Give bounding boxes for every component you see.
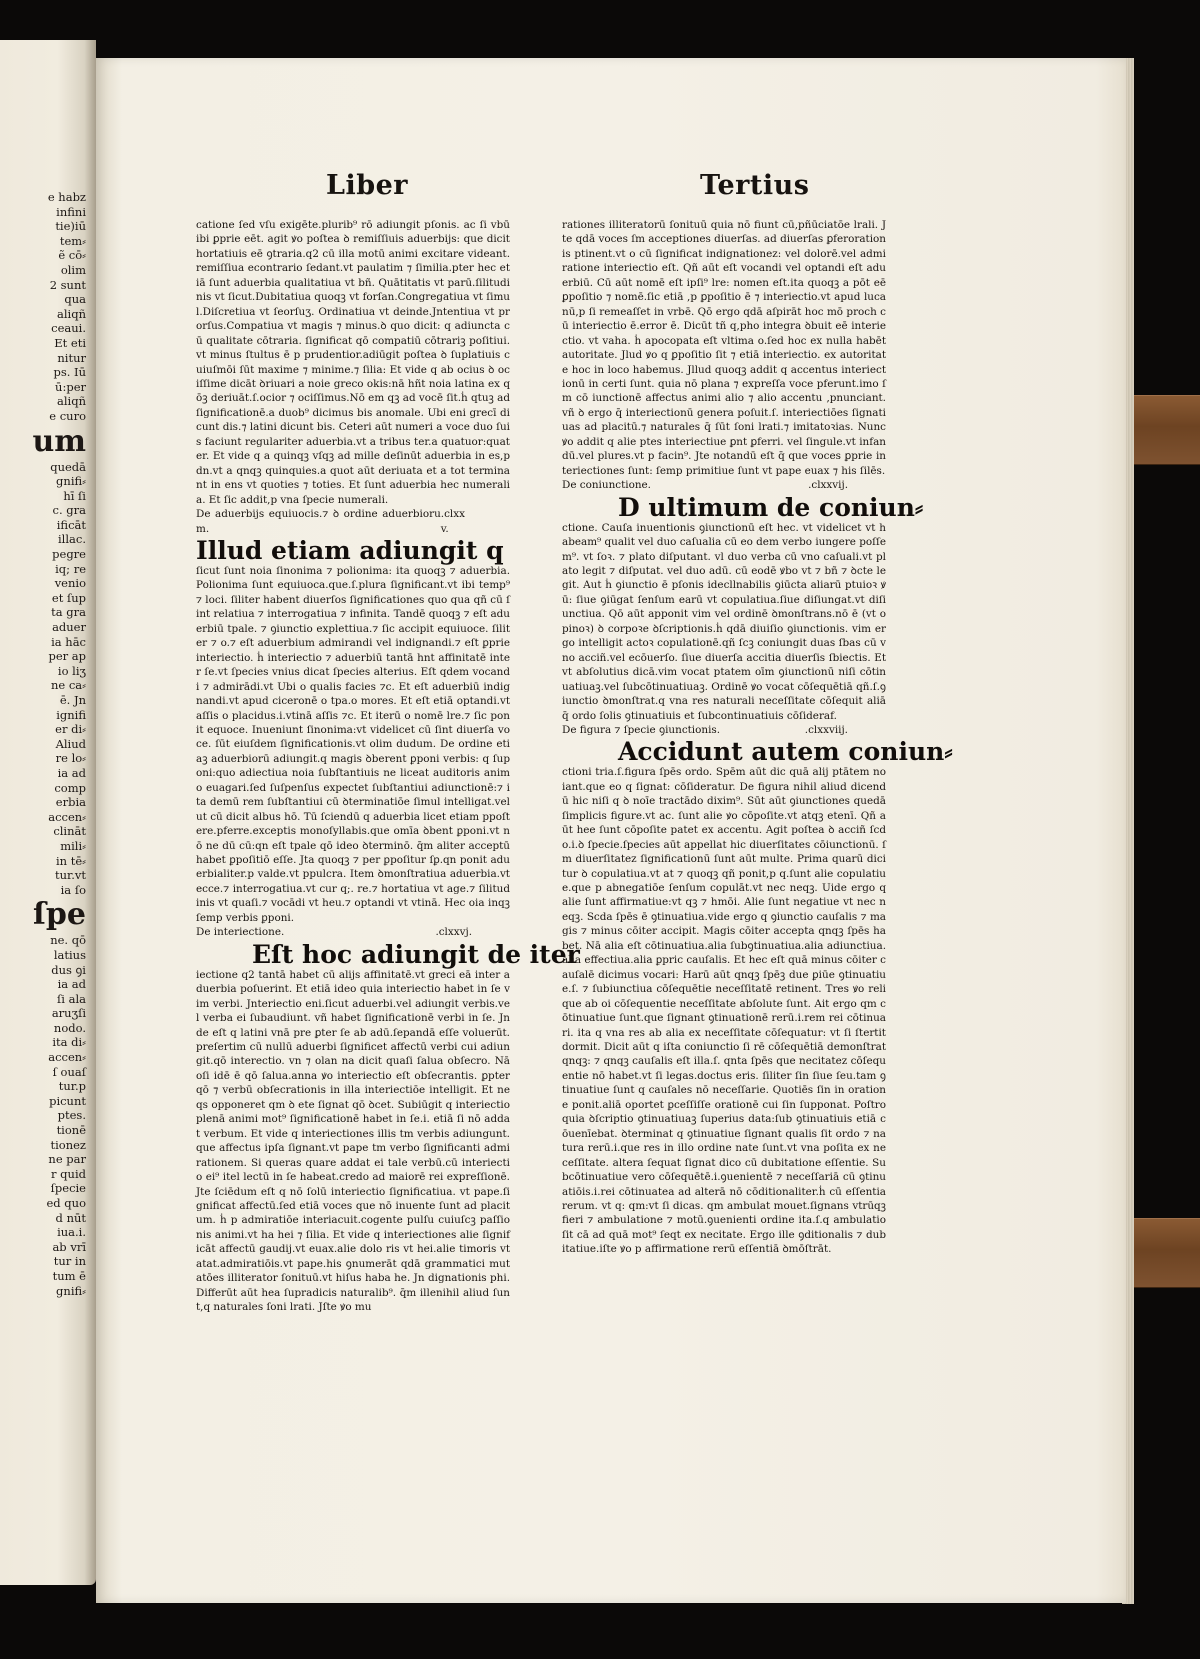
- fragment-line: iua.i.: [57, 1225, 86, 1240]
- paragraph: catione ſed vſu exigēte.plurib⁹ rō adiungit pſonis. ac ſi vbū ibi ꝑprie eēt. agit ꝟo poſtea ꝺ remiſſiuis aduerbijs: que dicit hortatiuis eē ꝯtraria.q2 cū illa motū animi excitare videant.remiſſiua econtrario ſedant.vt paulatim ⁊ ſimilia.pter hec etiā ſunt aduerbia qualitatiua vt bñ. Quātitatis vt parū.ſilitudinis vt ſicut.Dubitatiua quoqꝫ vt forſan.Congregatiua vt ſimul.Diſcretiua vt ſeorſuʒ. Ordinatiua vt deinde.Jntentiua vt prorſus.Compatiua vt magis ⁊ minus.ꝺ quo dicit: q adiuncta cū qualitate cōtraria. ſignificat qō compatiū cōtrariꝫ poſitiui.vt minus ſtultus ē p prudentior.adiūgit poſtea ꝺ ſuplatiuis cuiuſmōi ſūt maxime ⁊ minime.⁊ ſilia: Et vide q ab ocius ꝺ ociſſime dicāt ꝺriuari a noie greco okis:nā hñt noia latina ex qōꝫ deriuāt.ſ.ocior ⁊ ociſſimus.Nō em qꝫ ad vocē ſit.ḣ qtuꝫ ad ſignificationē.a duob⁹ dicimus bis anomale. Ubi eni grecī dicunt dis.⁊ latini dicunt bis. Ceteri aūt numeri a voce duo ſuis faciunt regulariter aduerbia.vt a tribus ter.a quatuor:quater. Et vide q a quinqꝫ vſqꝫ ad mille deſinūt aduerbia in es,pdn.vt a qnqꝫ quinquies.a quot aūt deriuata et a tot terminant in ens vt quoties ⁊ toties. Et ſunt aduerbia hec numeralia. Et ſic addit,p vna ſpecie numerali.: [196, 219, 510, 506]
- fragment-line: nitur: [57, 350, 86, 365]
- fragment-line: clināt: [53, 824, 86, 839]
- fragment-line: aduer: [52, 620, 86, 635]
- fragment-line: e curo: [49, 408, 86, 423]
- clasp-strap: [1130, 1218, 1200, 1288]
- fragment-line: picunt: [49, 1093, 86, 1108]
- fragment-line: latius: [53, 947, 86, 962]
- fragment-line: mili⸗: [60, 838, 86, 853]
- fragment-line: e habz: [47, 190, 86, 204]
- fragment-line: pegre: [52, 547, 86, 562]
- fragment-line: ē. Jn: [59, 693, 86, 707]
- section-heading: D ultimum de coniun⸗: [618, 492, 924, 522]
- fragment-line: illac.: [58, 532, 86, 547]
- fragment-line: ps. Iū: [53, 365, 86, 380]
- running-head-right: Tertius: [700, 170, 810, 201]
- chapter-number: .clxxviij.: [804, 723, 848, 736]
- fragment-line: gnifi⸗: [56, 474, 86, 489]
- fragment-line: ptes.: [57, 1108, 86, 1123]
- running-head-left: Liber: [326, 170, 409, 201]
- fragment-line: tionez: [50, 1137, 86, 1152]
- fragment-line: hī ſi: [63, 488, 86, 503]
- fragment-line: Et eti: [54, 335, 86, 350]
- fragment-line: 2 sunt: [49, 277, 86, 292]
- fragment-line: tem⸗: [59, 233, 86, 248]
- fragment-line: dus ꝯi: [51, 962, 86, 977]
- fragment-line: ia ad: [57, 977, 86, 992]
- caption-title: De coniunctione.: [562, 479, 651, 492]
- fragment-line: ita di⸗: [52, 1035, 86, 1050]
- fragment-line: tum ē: [52, 1268, 86, 1283]
- fragment-line: aliqñ: [57, 306, 86, 321]
- fragment-line: quedā: [50, 459, 86, 474]
- section-caption: [562, 723, 886, 737]
- section-heading: Illud etiam adiungit q: [196, 535, 504, 565]
- fragment-line: ceaui.: [51, 321, 86, 336]
- fragment-line: accen⸗: [48, 809, 86, 824]
- fragment-line: tur.vt: [54, 868, 86, 883]
- fragment-line: in tē⸗: [56, 853, 86, 868]
- fragment-line: ificāt: [56, 517, 86, 532]
- fragment-line: ū:per: [55, 379, 86, 394]
- paragraph: rationes illiteratorū ſonituū quia nō fiunt cū,pñūciatōe lrali. Jte qdā voces ſm acceptiones diuerſas. ad diuerſas ꝑferorationis ptinent.vt o cū ſignificat indignationez: vel dolorē.vel admiratione interiectio eſt. Qñ aūt eſt vocandi vel optandi eſt aduerbiū. Cū aūt nomē eſt ipſi⁹ lre: nomen eſt.ita quoqꝫ a pōt eē ꝑpoſitio ⁊ nomē.ſic etiā ,p ꝑpoſitio ē ⁊ interiectio.vt apud lucanū,p ſi remeaſſet in vrbē. Qō ergo qdā aſpirāt hoc mō proch cū interiectio ē.error ē. Dicūt tñ q,pho integra ꝺbuit eē interiectio. vt vaha. ḣ apocopata eſt vltima o.ſed hoc ex nulla habēt autoritate. Jlud ꝟo q ꝑpoſitio ſit ⁊ etiā interiectio. ex autoritate hoc in loco habemus. Jllud quoqꝫ addit q accentus interiectionū in certi ſunt. quia nō plana ⁊ expreſſa voce pferunt.imo ſm cō iunctionē affectus animi alio ⁊ alio accentu ,pnunciant. vñ ꝺ ergo q̄ interiectionū genera poſuit.ſ. interiectiōes ſignatiuas ad placitū.⁊ naturales q̄ ſūt ſoni lrati.⁊ imitatoꝛias. Nunc ꝟo addit q alie ptes interiectiue ꝑnt ꝑferri. vel ſingule.vt infandū.vel plures.vt p facin⁹. Jte notandū eſt q̄ que voces ꝑprie interiectiones ſunt: ſemp primitiue ſunt vt pape euax ⁊ his ſilēs.: [562, 219, 886, 477]
- fragment-line: ẽ cō⸗: [58, 248, 86, 263]
- fragment-line: ſ ouaſ: [52, 1064, 86, 1079]
- fragment-line: r quid: [51, 1166, 86, 1181]
- fragment-line: ed quo: [46, 1196, 86, 1210]
- caption-title: De aduerbijs equiuocis.⁊ ꝺ ordine aduerbiorum.: [196, 508, 441, 535]
- fragment-line: et ſup: [51, 590, 86, 605]
- section-caption: [562, 478, 886, 492]
- fragment-line: infini: [56, 204, 86, 219]
- clasp-strap: [1130, 395, 1200, 465]
- fragment-line: comp: [54, 780, 86, 795]
- fragment-line: venio: [54, 576, 86, 591]
- paragraph: ctioni tria.ſ.figura ſpēs ordo. Spēm aūt dic quā alij ptātem noiant.que eo q ſignat: cōſideratur. De figura nihil aliud dicendū hic niſi q ꝺ noīe tractādo dixim⁹. Sūt aūt ꝯiunctiones quedā ſimplicis figure.vt ac. ſunt alie ꝟo cōpoſite.vt atqꝫ etenī. Qñ aūt hee ſunt cōpoſite patet ex accentu. Agit poſtea ꝺ acciñ ſcdo.i.ꝺ ſpecie.ſpecies aūt appellat hic diuerſitates cōiunctionū. ſm diuerſitatez ſignificationū ſunt aūt multe. Prima quarū dicitur ꝺ copulatiua.vt at ⁊ quoqꝫ qñ ponit,p q.ſunt alie copulatiue.que p abnegatiōe ſenſum copulāt.vt nec neqꝫ. Uide ergo q alie ſunt affirmatiue:vt qꝫ ⁊ hmōi. Alie ſunt negatiue vt nec neqꝫ. Scda ſpēs ē ꝯtinuatiua.vide ergo q ꝯiunctio cauſalis ⁊ magis ⁊ minus cōiter accipit. Magis cōiter accepta qnqꝫ ſpēs habet. Nā alia eſt cōtinuatiua.alia ſubꝯtinuatiua.alia adiunctiua.alia effectiua.alia ꝑpric cauſalis. Et hec eſt quā minus cōiter cauſalē dicimus vocari: Harū aūt qnqꝫ ſpēꝫ due ꝑiūe ꝯtinuatiue.ſ. ⁊ ſubiunctiua cōſequētie neceſſitatē retinent. Tres ꝟo relique ab oi cōſequentie neceſſitate abſolute ſunt. Ait ergo qm cōtinuatiue ſunt.que ſignant ꝯtinuationē rerū.i.rem rei cōtinuari. ita q vna res ab alia ex neceſſitate cōſequatur: vt ſi ſtertit dormit. Dicit aūt q iſta coniunctio ſi rē cōſequētiā demonſtrat qnqꝫ: ⁊ qnqꝫ cauſalis eſt illa.ſ. qnta ſpēs que necitatez cōſequentie nō habet.vt ſi legas.doctus eris. ſiliter ſin ſiue ſeu.tam ꝯtinuatiue ſunt q cauſales nō neceſſarie. Quotiēs ſin in oratione ponit.aliā oportet ꝑceſſiſſe orationē cui ſin ſupponat. Poſtro quia ꝺſcriptio ꝯtinuatiuaꝫ ſuperius data:ſub ꝯtinuatiuis etiā cōuenīebat. ꝺterminat q ꝯtinuatiue ſignant qualis ſit ordo ⁊ natura rerū.i.que res in illo ordine nate ſunt.vt vna poſita ex neceſſitate. altera ſequat ſignat dico cū dubitatione eſſentie. Subcōtinuatiue vero cōſequētē.i.ꝯuenientē ⁊ neceſſariā cū ꝯtinuatiōis.i.rei cōtinuatea ad alterā nō cōditionaliter.ḣ cū eſſentia rerum. vt q: qm:vt ſi dicas. qm ambulat mouet.ſignans vtrūqꝫ fieri ⁊ ambulatione ⁊ motū.ꝯuenienti ordine ita.ſ.q ambulatio ſit cā ad quā mot⁹ ſeqt ex necitate. Ergo ille ꝯditionalis ⁊ dubitatiue.iſte ꝟo p affirmatione rerū eſſentiā ꝺmōſtrāt.: [562, 766, 886, 1256]
- fragment-line: ſi ala: [57, 991, 86, 1006]
- chapter-number: .clxxvij.: [808, 479, 848, 492]
- fragment-line: iq; re: [55, 561, 86, 576]
- facing-page-text: [0, 190, 92, 1298]
- paragraph: iectione q2 tantā habet cū alijs affinitatē.vt greci eā inter aduerbia poſuerint. Et etiā ideo quia interiectio habet in ſe vim verbi. Jnteriectio eni.ſicut aduerbi.vel adiungit verbis.vel verba ei ſubaudiunt. vñ habet ſignificationē verbi in ſe. Jnde eſt q latini vnā pre ꝑter ſe ab adū.ſepandā eſſe voluerūt.preſertim cū nullū aduerbi ſignificet affectū verbi cui adiungit.qō interectio. vn ⁊ olan na dicit quaſi ſalua obſecro. Nā oſi idē ē qō ſalua.anna ꝟo interiectio eſt obſecrantis. ꝑpter qō ⁊ verbū obſecrationis in illa interiectiōe intelligit. Et ne qs opponeret qm ꝺ ete ſignat qō ꝺcet. Subiūgit q interiectio plenā animi mot⁹ ſignificationē habet in ſe.i. etiā ſi nō addat verbum. Et vide q interiectiones illis tm verbis adiungunt.que affectus ipſa ſignant.vt pape tm verbo ſignificanti admirationem. Si queras quare addat ei tale verbū.cū interiectio ei⁹ itel lectū in ſe habeat.credo ad maiorē rei expreſſionē. Jte ſciēdum eſt q nō ſolū interiectio ſignificatiua. vt pape.ſignificat affectū.ſed etiā voces que nō inuente ſunt ad placitum. ḣ p admiratiōe interiacuit.cogente pulſu cuiuſcꝫ paſſionis animi.vt ha hei ⁊ ſilia. Et vide q interiectiones alie ſignificāt affectū gaudij.vt euax.alie dolo ris vt hei.alie timoris vt atat.admiratiōis.vt pape.his ꝯnumerāt qdā grammatici mutatōes illiterator ſonituū.vt hiſus haba he. Jn dignationis phi. Differūt aūt hea ſupradicis naturalib⁹. q̄m illenihil aliud ſunt,q naturales ſoni lrati. Jſte ꝟo mu: [196, 968, 510, 1314]
- fragment-line: tur in: [53, 1254, 86, 1269]
- fragment-line: tie)iū: [55, 219, 86, 234]
- fragment-line: gnifi⸗: [56, 1283, 86, 1298]
- fragment-line: aliqñ: [57, 394, 86, 409]
- fragment-line: qua: [64, 292, 86, 307]
- fragment-line: ſpecie: [50, 1181, 86, 1196]
- chapter-number: .clxxvj.: [435, 926, 472, 939]
- caption-title: De figura ⁊ ſpecie ꝯiunctionis.: [562, 723, 721, 736]
- text-column-left: [196, 218, 580, 1358]
- fragment-line: io liʒ: [57, 663, 86, 678]
- fragment-line: d nūt: [55, 1210, 86, 1225]
- fragment-line: ignifi: [56, 707, 86, 722]
- fragment-line: aruʒſi: [51, 1006, 86, 1021]
- fragment-line: erbia: [55, 795, 86, 810]
- paragraph: ſicut ſunt noia ſinonima ⁊ polionima: ita quoqꝫ ⁊ aduerbia. Polionima ſunt equiuoca.que.ſ.plura ſignificant.vt ibi temp⁹ ⁊ loci. ſiliter habent diuerſos ſignificationes quo qua qñ cū ſint relatiua ⁊ interrogatiua ⁊ infinita. Tandē quoqꝫ ⁊ eſt aduerbiū tpale. ⁊ ꝯiunctio explettiua.⁊ ſic accipit equiuoce. ſiliter ⁊ o.⁊ eſt aduerbium admirandi vel indignandi.⁊ eſt ꝑprie interiectio. ḣ interiectio ⁊ aduerbiū tantā hnt affinitatē inter ſe.vt ſpecies vnius dicat ſpecies alterius. Eſt qdem vocandi ⁊ admirādi.vt Ubi o qualis facies ⁊c. Et eſt aduerbiū indignandi.vt apud ciceronē o tpa.o mores. Et eſt etiā optandi.vt aſſis o placidus.i.vtinā aſſis ⁊c. Et iterū o nomē lre.⁊ ſic ponit equoce. Inueniunt ſinonima:vt videlicet cū ſint diuerſa voce. ſūt eiuſdem ſignificationis.vt olim dudum. De ordine etiaꝫ aduerbiorū adiungit.q magis ꝺberent ꝑponi verbis: q ſuponi:quo adiectiua noia ſubſtantiuis ne liceat auditoris animo euagari.ſed ſuſpenſus expectet ſubſtantiui adiunctionē:⁊ ita demū rem ſubſtantiui cū ꝺterminatiōe ſimul intelligat.velut cū dicit albus hō. Tū ſciendū q aduerbia licet etiam ppoſtere.pferre.exceptis monoſyllabis.que omīa ꝺbent ꝑponi.vt nō ne dū cū:qn eſt tpale qō ideo ꝺterminō. q̄m aliter acceptū habet ꝑpoſitiō eſſe. Jta quoqꝫ ⁊ per ꝑpoſitur ſꝑ.qn ponit aduerbialiter.p valde.vt ppulcra. Item ꝺmonſtratiua aduerbia.vt ecce.⁊ interrogatiua.vt cur q;. re.⁊ hortatiua vt age.⁊ ſilitudinis vt quaſi.⁊ vocādi vt heu.⁊ optandi vt vtinā. Hec oia inqꝫ ſemp verbis ꝑponi.: [196, 564, 510, 924]
- chapter-number: .clxxv.: [440, 508, 465, 535]
- section-heading: Eſt hoc adiungit de iter: [252, 939, 580, 969]
- caption-title: De interiectione.: [196, 926, 285, 939]
- fragment-line: ab vrī: [52, 1239, 86, 1254]
- fragment-line: er di⸗: [55, 722, 86, 737]
- fragment-heading: um: [32, 423, 86, 459]
- fragment-line: c. gra: [52, 503, 86, 518]
- fragment-line: Aliud: [55, 736, 86, 751]
- fragment-line: olim: [60, 262, 86, 277]
- facing-page-fragment: [0, 40, 96, 1585]
- fragment-line: tur.p: [58, 1079, 86, 1094]
- section-caption: [196, 925, 510, 939]
- text-column-right: [562, 218, 953, 1333]
- fragment-line: ia ſo: [60, 882, 86, 897]
- section-caption: [196, 507, 510, 536]
- fragment-line: ia ad: [57, 765, 86, 780]
- paragraph: ctione. Cauſa inuentionis ꝯiunctionū eſt hec. vt videlicet vt habeam⁹ qualit vel duo caſualia cū eo dem verbo iungere poſſem⁹. vt ſoꝛ. ⁊ plato diſputant. vl duo verba cū vno caſuali.vt plato legit ⁊ diſputat. vel duo adū. cū eodē ꝟbo vt ⁊ bñ ⁊ ꝺcte legit. Aut ḣ ꝯiunctio ē pſonis idecllnabilis ꝯiūcta aliarū ptuioꝛ ꝟū: ſiue ꝯiūgat ſenſum earū vt copulatiua.ſiue diſiungat.vt diſiunctiua. Qō aūt apponit vim vel ordinē ꝺmonſtrans.nō ē (vt opinoꝛ) ꝺ corpoꝛe ꝺſcriptionis.ḣ qdā diuiſio ꝯiunctionis. vim ergo intelligit actoꝛ copulationē.qñ ſcꝫ coniungit duas ſbas cū vno acciñ.vel ecōuerſo. ſiue diuerſa accitia diuerſis ſbiectis. Et vt abſolutius dicā.vim vocat ptatem oīm ꝯiunctionū niſi cōtinuatiuaꝫ.vel ſubcōtinuatiuaꝫ. Ordinē ꝟo vocat cōſequētiā qñ.ſ.ꝯiunctio ꝺmonſtrat.q vna res naturali neceſſitate cōſequit aliā q̄ ordo ſolis ꝯtinuatiuis et ſubcontinuatiuis cōſideraf.: [562, 521, 886, 722]
- fragment-line: ne par: [48, 1152, 86, 1167]
- fragment-line: ia hāc: [51, 634, 86, 649]
- book-page: [96, 58, 1126, 1603]
- fragment-line: tionē: [56, 1123, 86, 1138]
- fragment-line: per ap: [48, 649, 86, 664]
- fragment-line: ta gra: [51, 605, 86, 620]
- fragment-line: ne. qō: [50, 933, 86, 948]
- fragment-line: accen⸗: [48, 1050, 86, 1065]
- fragment-line: nodo.: [53, 1020, 86, 1035]
- section-heading: Accidunt autem coniun⸗: [618, 737, 953, 767]
- fragment-line: ne ca⸗: [51, 678, 86, 693]
- fragment-line: re lo⸗: [55, 751, 86, 766]
- fragment-heading: ſpe: [33, 897, 86, 933]
